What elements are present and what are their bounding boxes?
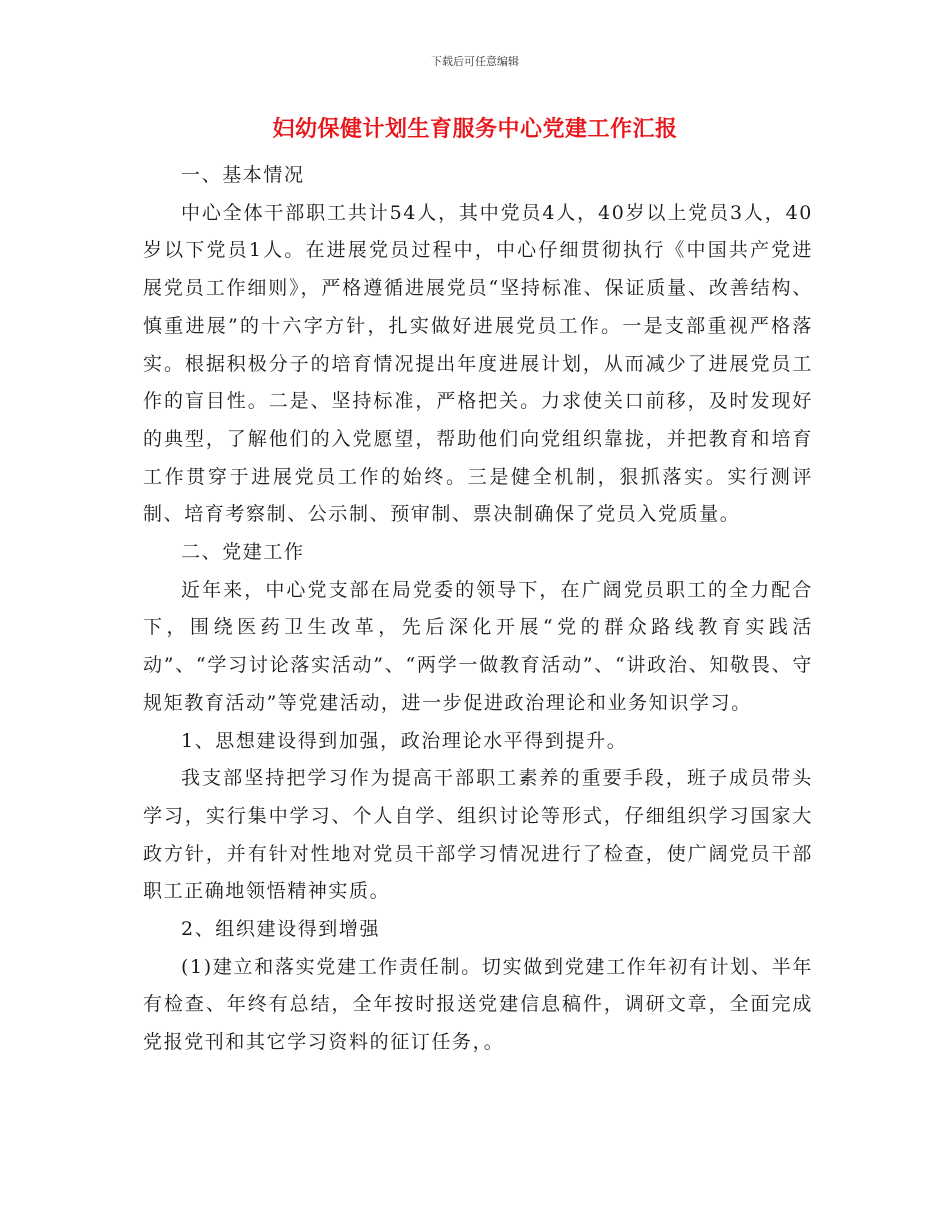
document-title: 妇幼保健计划生育服务中心党建工作汇报 — [272, 117, 678, 142]
paragraph-responsibility-system: (1)建立和落实党建工作责任制。切实做到党建工作年初有计划、半年有检查、年终有总结，全年按时报送党建信息稿件，调研文章，全面完成党报党刊和其它学习资料的征订任务，。 — [143, 955, 813, 1054]
paragraph-basic-situation: 中心全体干部职工共计54人，其中党员4人，40岁以上党员3人，40岁以下党员1人。在进展党员过程中，中心仔细贯彻执行《中国共产党进展党员工作细则》，严格遵循进展党员“坚持标准、保证质量、改善结构、慎重进展”的十六字方针，扎实做好进展党员工作。一是支部重视严格落实。根据积极分子的培育情况提出年度进展计划，从而减少了进展党员工作的盲目性。二是、坚持标准，严格把关。力求使关口前移，及时发现好的典型，了解他们的入党愿望，帮助他们向党组织靠拢，并把教育和培育工作贯穿于进展党员工作的始终。三是健全机制，狠抓落实。实行测评制、培育考察制、公示制、预审制、票决制确保了党员入党质量。 — [143, 201, 813, 526]
subheading-organizational-building: 2、组织建设得到增强 — [181, 918, 381, 941]
section-heading-party-building: 二、党建工作 — [181, 541, 305, 564]
page-header-note: 下载后可任意编辑 — [431, 55, 519, 68]
paragraph-ideological-building: 我支部坚持把学习作为提高干部职工素养的重要手段，班子成员带头学习，实行集中学习、个人自学、组织讨论等形式，仔细组织学习国家大政方针，并有针对性地对党员干部学习情况进行了检查，使广阔党员干部职工正确地领悟精神实质。 — [143, 767, 813, 903]
subheading-ideological-building: 1、思想建设得到加强，政治理论水平得到提升。 — [181, 729, 628, 752]
paragraph-party-building-intro: 近年来，中心党支部在局党委的领导下，在广阔党员职工的全力配合下，围绕医药卫生改革，先后深化开展“党的群众路线教育实践活动”、“学习讨论落实活动”、“两学一做教育活动”、“讲政治、知敬畏、守规矩教育活动”等党建活动，进一步促进政治理论和业务知识学习。 — [143, 578, 813, 714]
document-body — [143, 157, 813, 1062]
section-heading-basic-situation: 一、基本情况 — [181, 164, 305, 186]
